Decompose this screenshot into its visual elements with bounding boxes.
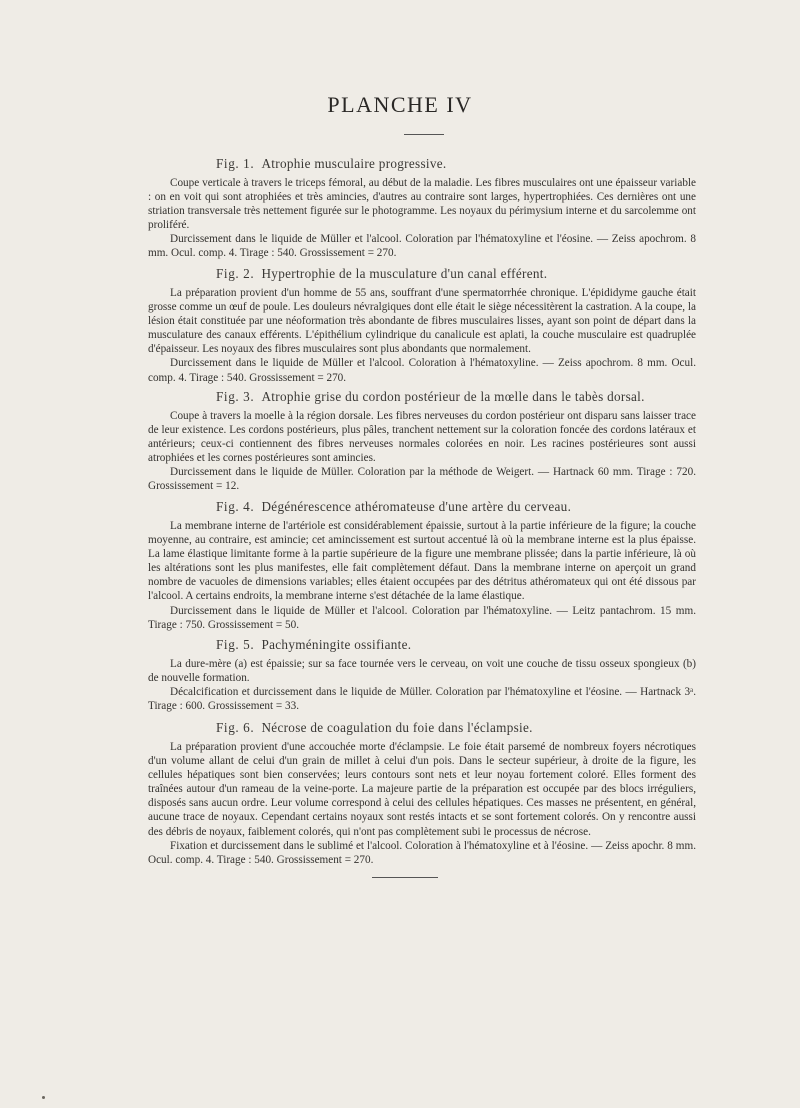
figure-6-title: Nécrose de coagulation du foie dans l'éclampsie. [261, 720, 533, 735]
figure-4-heading [216, 499, 571, 515]
bottom-divider [372, 877, 438, 878]
figure-6-technique: Fixation et durcissement dans le sublimé et l'alcool. Coloration à l'hématoxyline et à l'éosine. — Zeiss apochr. 8 mm. Ocul. comp. 4. Tirage : 540. Grossissement = 270. [148, 839, 696, 866]
figure-6-caption [148, 740, 696, 867]
figure-4-caption [148, 519, 696, 632]
figure-3-label: Fig. 3. [216, 389, 255, 404]
figure-5-technique: Décalcification et durcissement dans le liquide de Müller. Coloration par l'hématoxyline et l'éosine. — Hartnack 3ᵃ. Tirage : 600. Grossissement = 33. [148, 686, 696, 713]
figure-4-label: Fig. 4. [216, 499, 255, 514]
figure-2-technique: Durcissement dans le liquide de Müller et l'alcool. Coloration à l'hématoxyline. — Zeiss apochrom. 8 mm. Ocul. comp. 4. Tirage : 540. Grossissement = 270. [148, 357, 696, 384]
figure-5-caption [148, 657, 696, 713]
figure-6-label: Fig. 6. [216, 720, 255, 735]
figure-2-caption [148, 286, 696, 385]
figure-5-label: Fig. 5. [216, 637, 255, 652]
figure-2-description: La préparation provient d'un homme de 55 ans, souffrant d'une spermatorrhée chronique. L'épididyme gauche était grosse comme un œuf de poule. Les douleurs névralgiques dont elle était le siège nécessitèrent la castration. A la coupe, la lésion était constituée par une néoformation très abondante de fibres musculaires lisses, ayant son point de départ dans la musculature des canaux efférents. L'épithélium cylindrique du canalicule est aplati, la couche musculaire est quadruplée d'épaisseur. Les noyaux des fibres musculaires sont plus abondants que normalement. [148, 287, 696, 356]
figure-1-caption [148, 176, 696, 261]
figure-1-title: Atrophie musculaire progressive. [261, 156, 447, 171]
figure-4-description: La membrane interne de l'artériole est considérablement épaissie, surtout à la partie inférieure de la figure; la couche moyenne, au contraire, est amincie; cet amincissement est surtout accentué là où la membrane interne est la plus épaisse. La lame élastique limitante forme à la partie supérieure de la figure une membrane plissée; dans la partie inférieure, là où les altérations sont les plus manifestes, elle fait complètement défaut. Dans la membrane interne on aperçoit un grand nombre de vacuoles de dimensions variables; elles étaient occupées par des détritus athéromateux qui ont été dissous par l'alcool. A certains endroits, la membrane interne s'est détachée de la lame élastique. [148, 520, 696, 603]
page-title: PLANCHE IV [327, 92, 473, 117]
figure-2-label: Fig. 2. [216, 266, 255, 281]
figure-6-description: La préparation provient d'une accouchée morte d'éclampsie. Le foie était parsemé de nombreux foyers nécrotiques d'un volume allant de celui d'un grain de millet à celui d'un pois. Dans le secteur supérieur, à droite de la figure, les cellules hépatiques sont bien conservées; leurs contours sont nets et leur noyau fortement coloré. Elles forment des traînées autour d'un rameau de la veine-porte. La majeure partie de la préparation est occupée par des blocs irréguliers, disposés sans aucun ordre. Leur volume correspond à celui des cellules hépatiques. Ces masses ne présentent, en général, aucune trace de noyaux. Cependant certains noyaux sont restés intacts et se sont fortement colorés. On y rencontre aussi des débris de noyaux, faiblement colorés, qui n'ont pas complètement subi le processus de nécrose. [148, 741, 696, 838]
page-speck [42, 1096, 45, 1099]
figure-5-description: La dure-mère (a) est épaissie; sur sa face tournée vers le cerveau, on voit une couche de tissu osseux spongieux (b) de nouvelle formation. [148, 658, 696, 685]
figure-1-label: Fig. 1. [216, 156, 255, 171]
title-divider [404, 134, 444, 135]
figure-1-heading [216, 156, 447, 172]
figure-6-heading [216, 720, 533, 736]
figure-3-technique: Durcissement dans le liquide de Müller. Coloration par la méthode de Weigert. — Hartnack 60 mm. Tirage : 720. Grossissement = 12. [148, 466, 696, 493]
figure-4-technique: Durcissement dans le liquide de Müller et l'alcool. Coloration par l'hématoxyline. — Leitz pantachrom. 15 mm. Tirage : 750. Grossissement = 50. [148, 604, 696, 631]
figure-3-heading [216, 389, 645, 405]
figure-3-caption [148, 409, 696, 494]
figure-3-title: Atrophie grise du cordon postérieur de la mœlle dans le tabès dorsal. [261, 389, 645, 404]
figure-1-description: Coupe verticale à travers le triceps fémoral, au début de la maladie. Les fibres musculaires ont une épaisseur variable : on en voit qui sont atrophiées et très amincies, d'autres au contraire sont larges, hypertrophiées. Ces dernières ont une striation transversale très nettement figurée sur le photogramme. Les noyaux du périmysium interne et du sarcolemme ont proliféré. [148, 177, 696, 232]
figure-3-description: Coupe à travers la moelle à la région dorsale. Les fibres nerveuses du cordon postérieur ont disparu sans laisser trace de leur existence. Les cordons postérieurs, plus pâles, tranchent nettement sur la coloration foncée des cordons latéraux et antérieurs; ceux-ci contiennent des fibres nerveuses normales colorées en noir. Les racines postérieures sont aussi atrophiées et les cornes postérieures sont amincies. [148, 410, 696, 465]
figure-2-heading [216, 266, 547, 282]
figure-5-title: Pachyméningite ossifiante. [261, 637, 412, 652]
figure-1-technique: Durcissement dans le liquide de Müller et l'alcool. Coloration par l'hématoxyline et l'éosine. — Zeiss apochrom. 8 mm. Ocul. comp. 4. Tirage : 540. Grossissement = 270. [148, 233, 696, 260]
figure-4-title: Dégénérescence athéromateuse d'une artère du cerveau. [261, 499, 572, 514]
figure-5-heading [216, 637, 411, 653]
figure-2-title: Hypertrophie de la musculature d'un canal efférent. [261, 266, 548, 281]
